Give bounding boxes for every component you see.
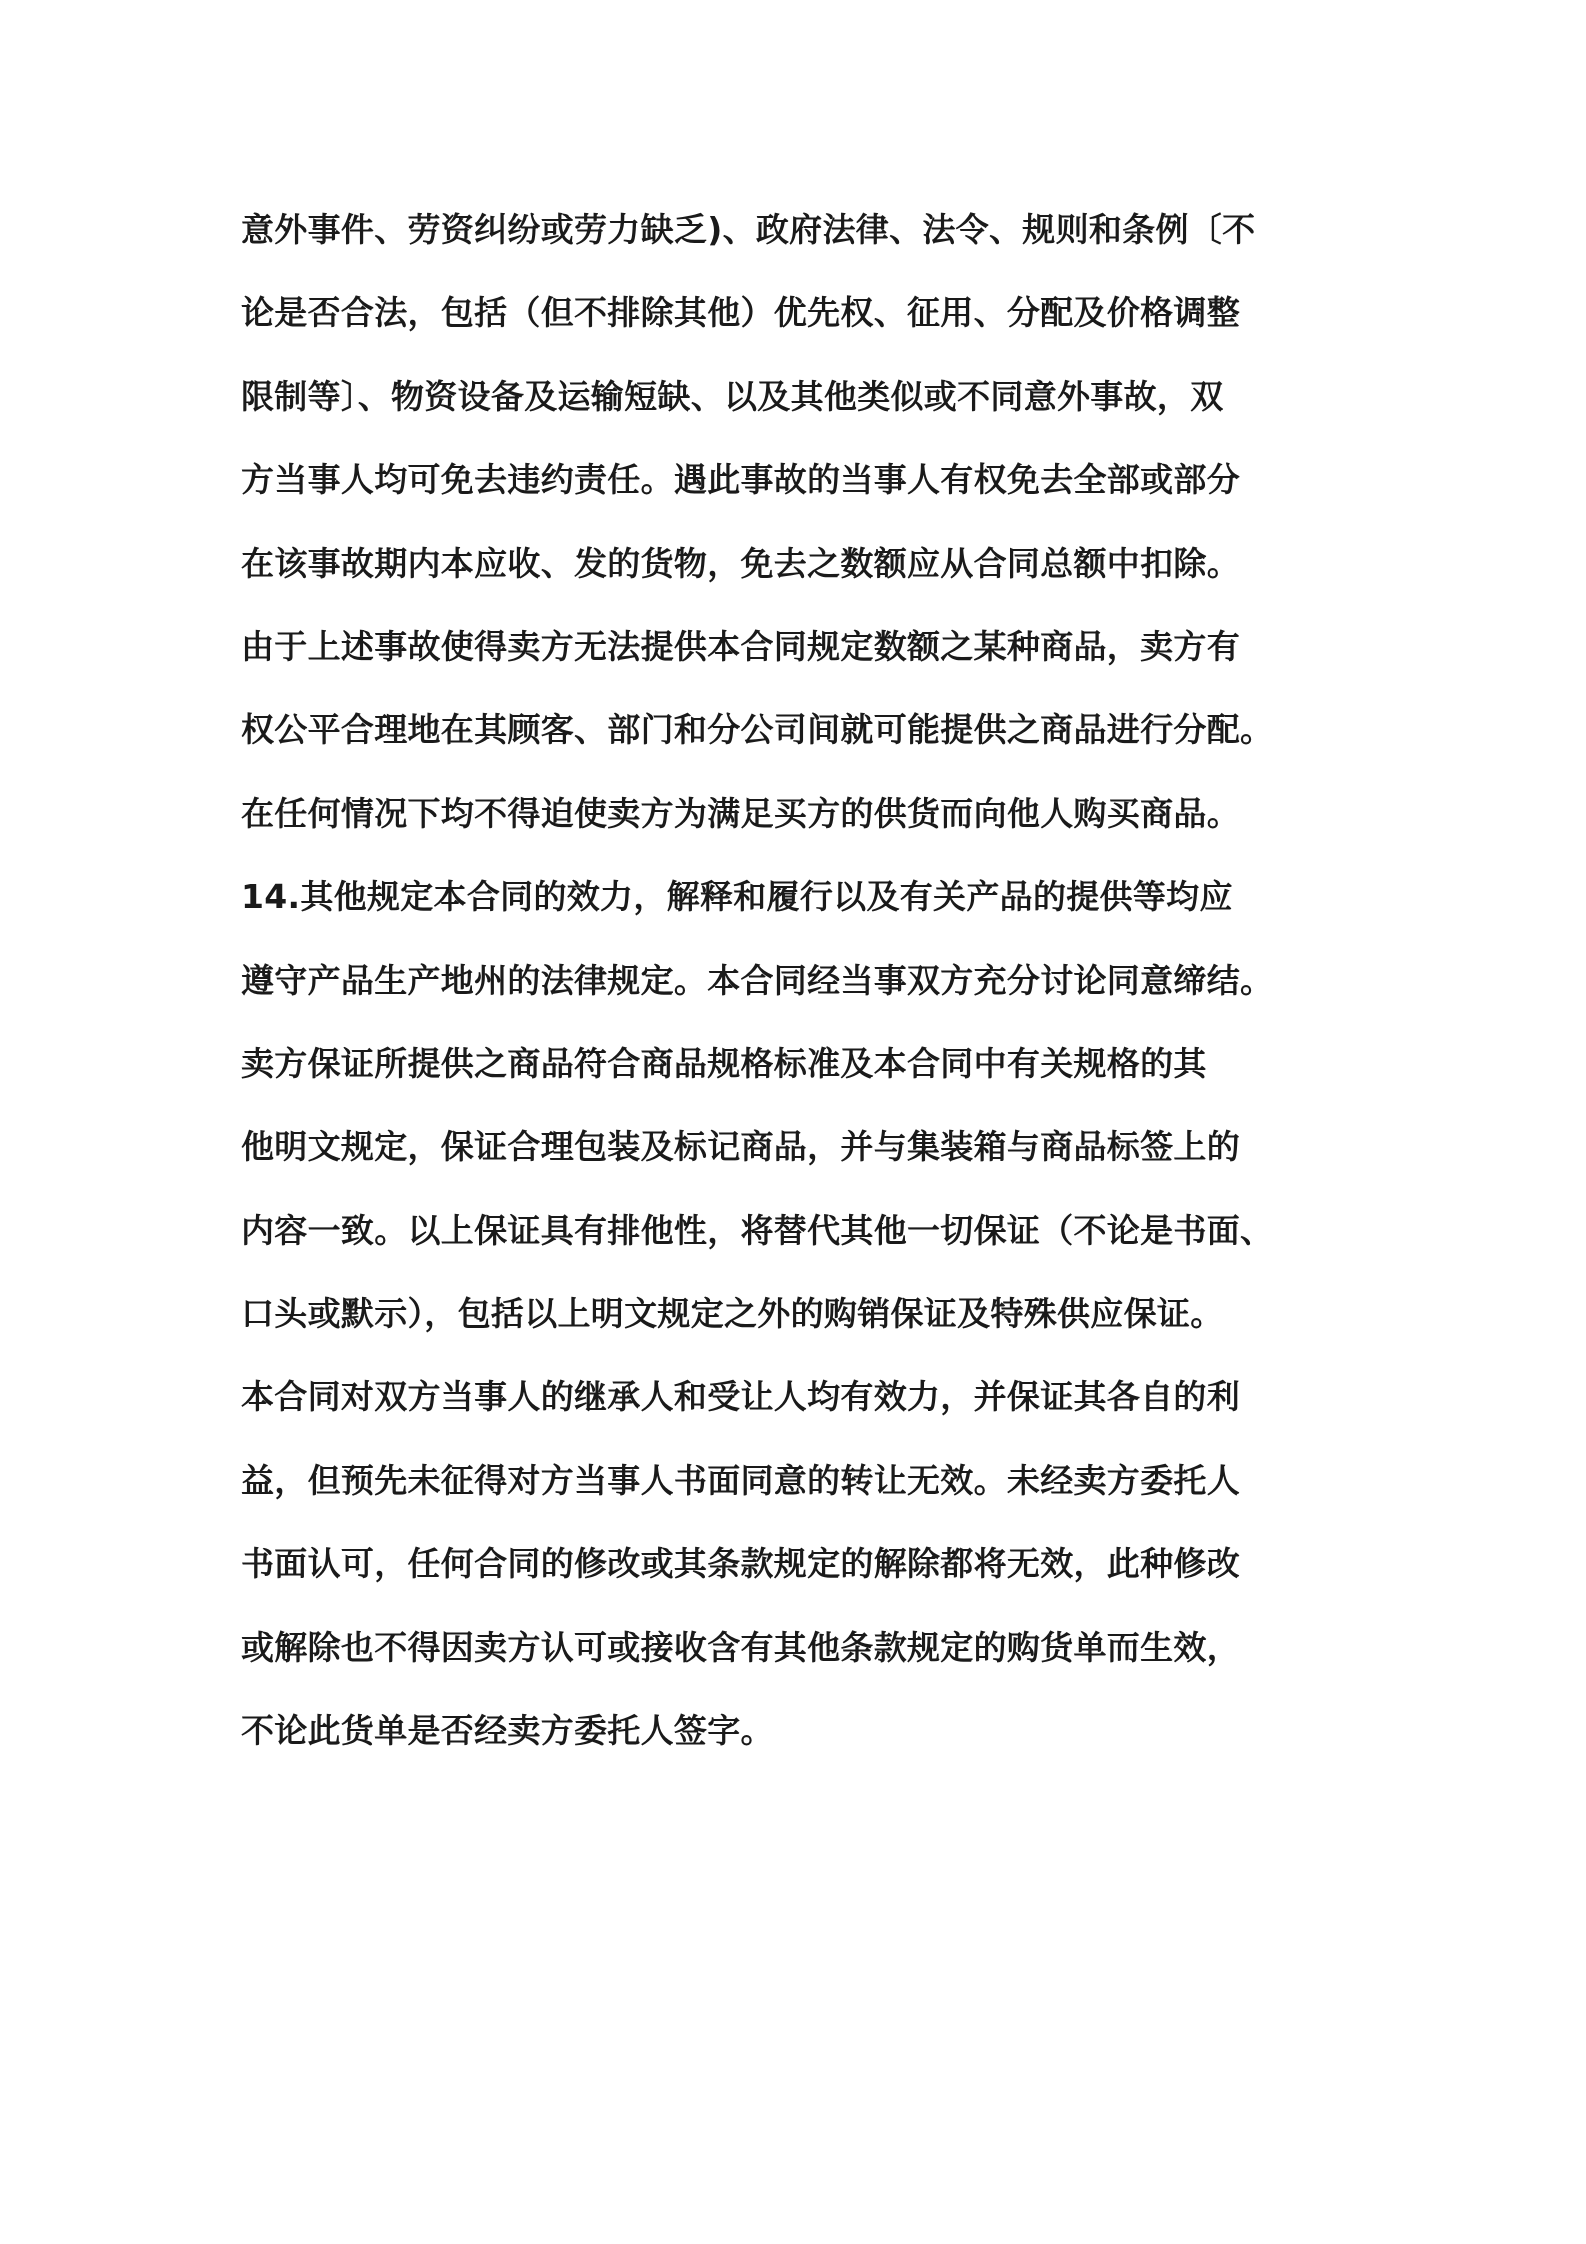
text-line: 不论此货单是否经卖方委托人签字。 (241, 1711, 774, 1751)
text-line: 本合同对双方当事人的继承人和受让人均有效力，并保证其各自的利 (241, 1377, 1240, 1417)
text-line: 权公平合理地在其顾客、部门和分公司间就可能提供之商品进行分配。 (241, 710, 1274, 750)
text-line: 在任何情况下均不得迫使卖方为满足买方的供货而向他人购买商品。 (241, 793, 1240, 833)
text-line: 限制等〕、物资设备及运输短缺、以及其他类似或不同意外事故，双 (241, 376, 1224, 416)
text-line: 或解除也不得因卖方认可或接收含有其他条款规定的购货单而生效， (241, 1627, 1240, 1667)
text-line: 14.其他规定本合同的效力，解释和履行以及有关产品的提供等均应 (241, 877, 1233, 917)
text-line: 遵守产品生产地州的法律规定。本合同经当事双方充分讨论同意缔结。 (241, 960, 1274, 1000)
text-line: 在该事故期内本应收、发的货物，免去之数额应从合同总额中扣除。 (241, 543, 1240, 583)
text-line: 内容一致。以上保证具有排他性，将替代其他一切保证（不论是书面、 (241, 1210, 1274, 1250)
text-line: 他明文规定，保证合理包装及标记商品，并与集装箱与商品标签上的 (241, 1127, 1240, 1167)
text-line: 由于上述事故使得卖方无法提供本合同规定数额之某种商品，卖方有 (241, 626, 1240, 666)
contract-text-body (241, 200, 1361, 1784)
text-line: 论是否合法，包括（但不排除其他）优先权、征用、分配及价格调整 (241, 293, 1240, 333)
text-line: 卖方保证所提供之商品符合商品规格标准及本合同中有关规格的其 (241, 1043, 1207, 1083)
text-line: 意外事件、劳资纠纷或劳力缺乏)、政府法律、法令、规则和条例〔不 (241, 210, 1256, 249)
text-line: 口头或默示），包括以上明文规定之外的购销保证及特殊供应保证。 (241, 1294, 1224, 1334)
text-line: 方当事人均可免去违约责任。遇此事故的当事人有权免去全部或部分 (241, 460, 1240, 500)
text-line: 益，但预先未征得对方当事人书面同意的转让无效。未经卖方委托人 (241, 1460, 1240, 1500)
text-line: 书面认可，任何合同的修改或其条款规定的解除都将无效，此种修改 (241, 1544, 1240, 1584)
